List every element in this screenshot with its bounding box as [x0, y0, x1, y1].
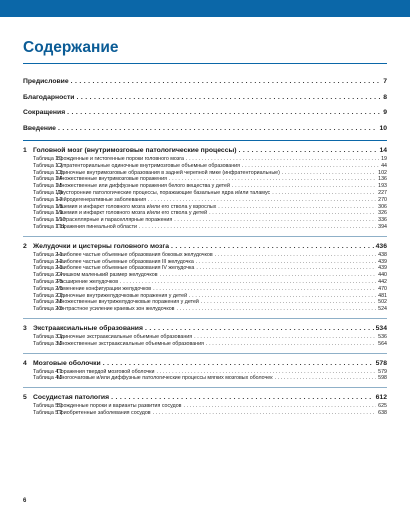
- dot-leader: [67, 109, 381, 116]
- table-entry[interactable]: [23, 375, 387, 382]
- table-number: Таблица 2.7: [33, 292, 63, 299]
- table-title: Супратенториальные одиночные внутримозговые объемные образования: [57, 162, 240, 169]
- chapter-entry[interactable]: [23, 394, 387, 403]
- table-number: Таблица 2.5: [33, 278, 63, 285]
- table-title: Врожденные пороки и варианты развития сосудов: [57, 403, 182, 410]
- table-entry[interactable]: [23, 170, 387, 177]
- dot-leader: [239, 147, 378, 154]
- chapter-number: 3: [23, 324, 27, 332]
- table-page: 598: [378, 375, 387, 382]
- table-number: Таблица 5.2: [33, 409, 63, 416]
- dot-leader: [272, 190, 376, 196]
- dot-leader: [120, 279, 376, 285]
- table-page: 270: [378, 196, 387, 203]
- table-page: 439: [378, 258, 387, 265]
- chapter-block: [23, 358, 387, 389]
- chapter-title: Экстрааксиальные образования: [33, 324, 143, 332]
- table-page: 638: [378, 409, 387, 416]
- table-title: Нейродегенеративные заболевания: [57, 196, 147, 203]
- table-number: Таблица 5.1: [33, 403, 63, 410]
- table-page: 625: [378, 403, 387, 410]
- dot-leader: [148, 197, 376, 203]
- table-number: Таблица 1.7: [33, 196, 63, 203]
- table-entry[interactable]: [23, 403, 387, 410]
- table-number: Таблица 1.1: [33, 156, 63, 162]
- toc-entry-label: Благодарности: [23, 93, 75, 101]
- chapter-title: Головной мозг (внутримозговые патологические процессы): [33, 147, 237, 154]
- table-title: Расширение желудочков: [57, 278, 119, 285]
- toc-entry-page: 9: [383, 109, 387, 116]
- dot-leader: [139, 224, 376, 230]
- table-entry[interactable]: [23, 197, 387, 204]
- table-title: Поражения пинеальной области: [57, 223, 137, 230]
- chapter-block: [23, 241, 387, 319]
- table-title: Множественные или диффузные поражения белого вещества у детей: [57, 183, 230, 190]
- chapter-entry[interactable]: [23, 243, 387, 252]
- table-entry[interactable]: [23, 272, 387, 279]
- dot-leader: [169, 176, 376, 182]
- chapter-block: [23, 323, 387, 354]
- table-page: 394: [378, 223, 387, 230]
- table-page: 306: [378, 203, 387, 210]
- table-number: Таблица 1.8: [33, 203, 63, 210]
- toc-entry[interactable]: [23, 125, 387, 141]
- table-title: Множественные экстрааксиальные объемные образования: [57, 340, 204, 347]
- chapter-entry[interactable]: [23, 360, 387, 369]
- chapter-page: 14: [379, 147, 387, 154]
- table-page: 227: [378, 189, 387, 196]
- table-entry[interactable]: [23, 183, 387, 190]
- dot-leader: [160, 272, 377, 278]
- dot-leader: [103, 360, 374, 367]
- table-number: Таблица 2.6: [33, 285, 63, 292]
- front-matter-list: [23, 78, 387, 141]
- chapter-title: Сосудистая патология: [33, 394, 110, 402]
- table-title: Наиболее частые объемные образования боковых желудочков: [57, 251, 213, 258]
- table-page: 336: [378, 217, 387, 224]
- toc-entry-page: 7: [383, 78, 387, 85]
- dot-leader: [153, 286, 376, 292]
- dot-leader: [58, 125, 378, 132]
- chapter-page: 578: [375, 359, 387, 367]
- table-number: Таблица 3.2: [33, 340, 63, 347]
- table-title: Одиночные внутримозговые образования в задней черепной ямке (инфратенториальные): [57, 169, 280, 176]
- chapter-block: [23, 145, 387, 237]
- table-page: 193: [378, 183, 387, 190]
- title-divider: [23, 63, 387, 64]
- table-title: Ишемия и инфаркт головного мозга и/или его стволa у детей: [57, 210, 208, 217]
- table-number: Таблица 1.5: [33, 183, 63, 190]
- dot-leader: [196, 259, 376, 265]
- table-page: 579: [378, 368, 387, 375]
- toc-entry-label: Сокращения: [23, 109, 66, 116]
- chapter-number: 5: [23, 394, 27, 402]
- dot-leader: [194, 334, 376, 340]
- toc-entry[interactable]: [23, 109, 387, 125]
- table-page: 136: [378, 176, 387, 183]
- dot-leader: [77, 94, 382, 101]
- dot-leader: [145, 325, 374, 332]
- table-number: Таблица 1.10: [33, 217, 66, 224]
- table-number: Таблица 1.4: [33, 176, 63, 183]
- dot-leader: [186, 156, 379, 162]
- table-number: Таблица 4.2: [33, 375, 63, 382]
- table-number: Таблица 2.1: [33, 251, 63, 258]
- dot-leader: [156, 369, 376, 375]
- table-page: 102: [378, 169, 387, 176]
- table-title: Множественные внутрижелудочковые поражения у детей: [57, 299, 199, 306]
- table-title: Поражения твердой мозговой оболочки: [57, 368, 155, 375]
- table-entry[interactable]: [23, 190, 387, 197]
- table-number: Таблица 2.3: [33, 265, 63, 272]
- table-title: Наиболее частые объемные образования IV желудочка: [57, 265, 195, 272]
- chapter-number: 4: [23, 359, 27, 367]
- dot-leader: [189, 293, 376, 299]
- table-number: Таблица 3.1: [33, 333, 63, 340]
- table-title: Двусторонние патологические процессы, поражающие базальные ядра и/или таламус: [57, 189, 271, 196]
- header-bar: [0, 0, 410, 17]
- table-number: Таблица 4.1: [33, 368, 63, 375]
- table-number: Таблица 1.9: [33, 210, 63, 217]
- dot-leader: [282, 170, 376, 176]
- dot-leader: [206, 341, 376, 347]
- table-page: 326: [378, 210, 387, 217]
- table-title: Изменение конфигурации желудочков: [57, 285, 152, 292]
- toc-entry-page: 10: [379, 124, 387, 132]
- table-number: Таблица 2.4: [33, 272, 63, 279]
- dot-leader: [183, 403, 376, 409]
- table-title: Контрастное усиление краевых зон желудочков: [57, 306, 175, 313]
- dot-leader: [201, 299, 376, 305]
- table-number: Таблица 1.11: [33, 223, 66, 230]
- table-entry[interactable]: [23, 369, 387, 376]
- table-title: Врожденные и гистогенные пороки головного мозга: [57, 156, 184, 162]
- chapter-title: Мозговые оболочки: [33, 359, 101, 367]
- table-page: 481: [378, 292, 387, 299]
- table-title: Одиночные внутрижелудочковые поражения у детей: [57, 292, 188, 299]
- toc-entry[interactable]: [23, 78, 387, 94]
- toc-entry[interactable]: [23, 94, 387, 110]
- dot-leader: [209, 210, 376, 216]
- chapter-entry[interactable]: [23, 147, 387, 156]
- chapter-page: 436: [375, 242, 387, 250]
- table-number: Таблица 1.3: [33, 169, 63, 176]
- table-entry[interactable]: [23, 341, 387, 348]
- table-entry[interactable]: [23, 279, 387, 286]
- chapter-page: 612: [375, 394, 387, 402]
- dot-leader: [275, 375, 377, 381]
- dot-leader: [218, 204, 376, 210]
- table-title: Ишемия и инфаркт головного мозга и/или его стволa у взрослых: [57, 203, 217, 210]
- dot-leader: [176, 306, 376, 312]
- table-number: Таблица 2.8: [33, 299, 63, 306]
- table-entry[interactable]: [23, 299, 387, 306]
- dot-leader: [196, 265, 376, 271]
- table-page: 440: [378, 272, 387, 279]
- table-page: 502: [378, 299, 387, 306]
- chapter-list: [23, 145, 387, 422]
- table-of-contents: [23, 78, 387, 426]
- dot-leader: [71, 78, 382, 85]
- dot-leader: [153, 410, 377, 416]
- table-entry[interactable]: [23, 306, 387, 313]
- toc-entry-page: 8: [383, 93, 387, 101]
- dot-leader: [242, 163, 379, 169]
- table-number: Таблица 2.9: [33, 306, 63, 313]
- table-number: Таблица 1.6: [33, 189, 63, 196]
- table-title: Приобретенные заболевания сосудов: [57, 409, 151, 416]
- table-page: 439: [378, 265, 387, 272]
- dot-leader: [171, 243, 374, 250]
- table-page: 536: [378, 333, 387, 340]
- page-title: Содержание: [23, 39, 119, 56]
- table-page: 524: [378, 306, 387, 313]
- table-entry[interactable]: [23, 286, 387, 293]
- table-number: Таблица 1.2: [33, 162, 63, 169]
- dot-leader: [232, 183, 376, 189]
- toc-entry-label: Введение: [23, 124, 56, 132]
- table-page: 438: [378, 251, 387, 258]
- table-entry[interactable]: [23, 224, 387, 231]
- table-page: 44: [381, 162, 387, 169]
- chapter-block: [23, 392, 387, 422]
- table-page: 564: [378, 340, 387, 347]
- table-title: Интраселлярные и параселлярные поражения: [57, 217, 173, 224]
- table-entry[interactable]: [23, 156, 387, 163]
- table-entry[interactable]: [23, 259, 387, 266]
- chapter-page: 534: [375, 324, 387, 332]
- dot-leader: [174, 217, 376, 223]
- chapter-number: 1: [23, 147, 27, 154]
- dot-leader: [215, 252, 376, 258]
- dot-leader: [111, 394, 374, 401]
- table-entry[interactable]: [23, 334, 387, 341]
- table-title: Слишком маленький размер желудочков: [57, 272, 158, 279]
- table-page: 442: [378, 278, 387, 285]
- toc-entry-label: Предисловие: [23, 78, 69, 85]
- table-entry[interactable]: [23, 252, 387, 259]
- table-title: Множественные внутримозговые поражения: [57, 176, 167, 183]
- chapter-entry[interactable]: [23, 325, 387, 334]
- table-number: Таблица 2.2: [33, 258, 63, 265]
- chapter-title: Желудочки и цистерны головного мозга: [33, 242, 170, 250]
- table-entry[interactable]: [23, 217, 387, 224]
- table-page: 470: [378, 285, 387, 292]
- table-entry[interactable]: [23, 210, 387, 217]
- table-page: 19: [381, 156, 387, 162]
- table-entry[interactable]: [23, 163, 387, 170]
- chapter-number: 2: [23, 242, 27, 250]
- table-entry[interactable]: [23, 410, 387, 417]
- table-title: Многоочаговые и/или диффузные патологические процессы мягких мозговых оболочек: [57, 375, 273, 382]
- page-number: 6: [23, 498, 27, 504]
- table-title: Одиночные экстрааксиальные объемные образования: [57, 333, 193, 340]
- table-title: Наиболее частые объемные образования III желудочка: [57, 258, 194, 265]
